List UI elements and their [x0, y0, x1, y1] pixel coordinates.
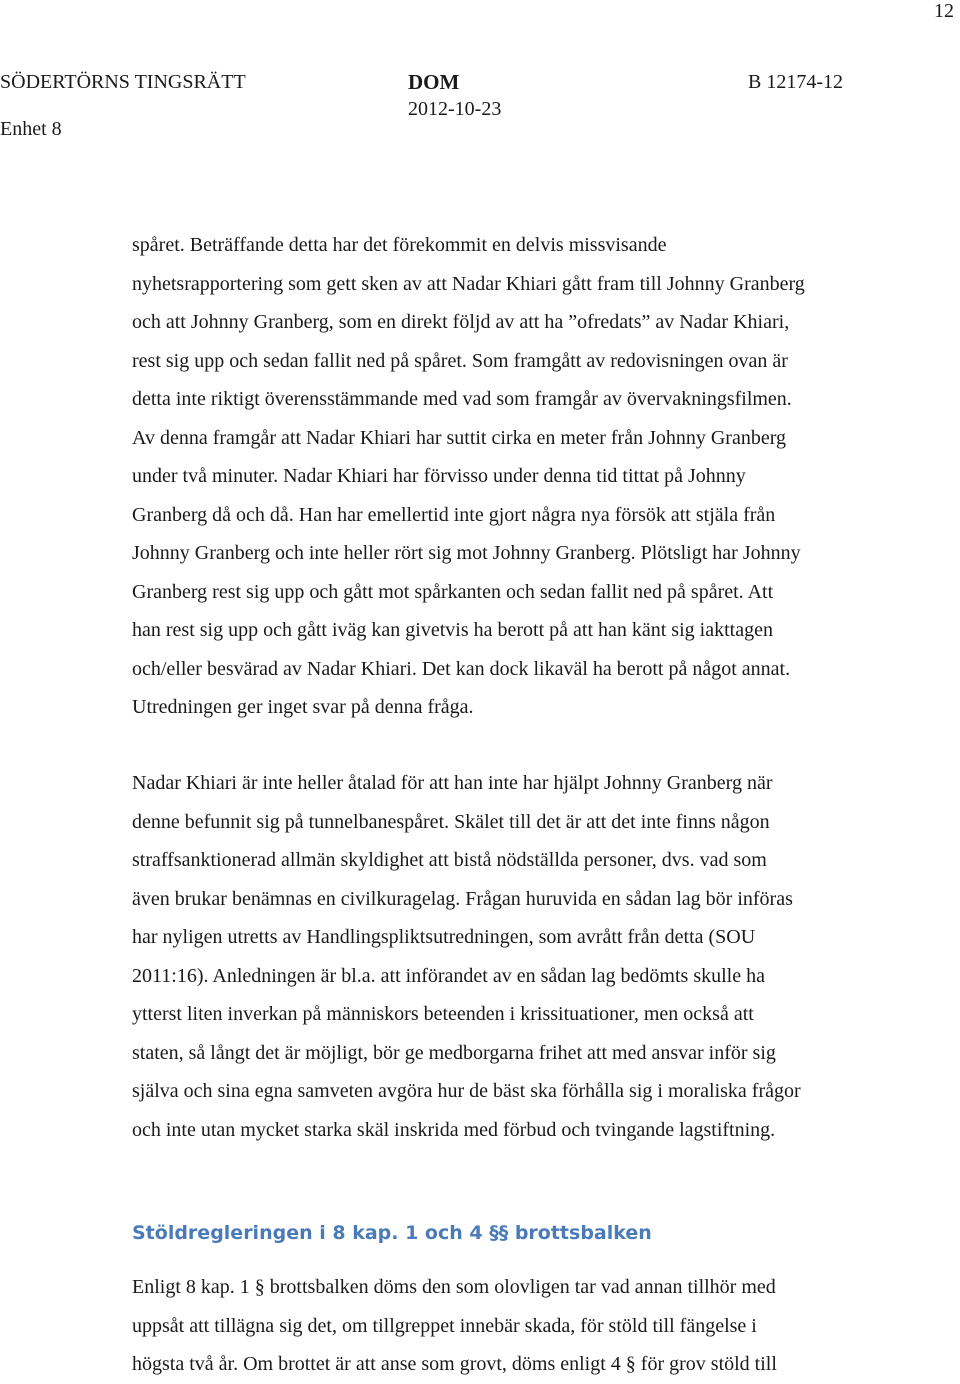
text-line: denne befunnit sig på tunnelbanespåret. Skälet till det är att det inte finns någon	[132, 810, 770, 833]
text-line: Enligt 8 kap. 1 § brottsbalken döms den som olovligen tar vad annan tillhör med	[132, 1276, 776, 1298]
text-line: staten, så långt det är möjligt, bör ge medborgarna frihet att med ansvar inför sig	[132, 1041, 776, 1064]
document-type: DOM	[408, 70, 460, 94]
document-date: 2012-10-23	[408, 98, 502, 120]
text-line: högsta två år. Om brottet är att anse som grovt, döms enligt 4 § för grov stöld till	[132, 1353, 777, 1375]
text-line: och inte utan mycket starka skäl inskrida med förbud och tvingande lagstiftning.	[132, 1118, 776, 1141]
page-number: 12	[934, 0, 954, 22]
text-line: har nyligen utretts av Handlingspliktsutredningen, som avrått från detta (SOU	[132, 926, 756, 948]
text-line: straffsanktionerad allmän skyldighet att bistå nödställda personer, dvs. vad som	[132, 849, 767, 871]
court-name: SÖDERTÖRNS TINGSRÄTT	[0, 71, 246, 93]
section-heading: Stöldregleringen i 8 kap. 1 och 4 §§ brottsbalken	[132, 1221, 652, 1244]
court-unit: Enhet 8	[0, 118, 62, 140]
text-line: 2011:16). Anledningen är bl.a. att införandet av en sådan lag bedömts skulle ha	[132, 964, 765, 987]
text-line: Av denna framgår att Nadar Khiari har suttit cirka en meter från Johnny Granberg	[132, 426, 787, 449]
text-line: nyhetsrapportering som gett sken av att Nadar Khiari gått fram till Johnny Granberg	[132, 272, 805, 295]
body-paragraph	[132, 764, 922, 1149]
text-line: Johnny Granberg och inte heller rört sig mot Johnny Granberg. Plötsligt har Johnny	[132, 542, 801, 564]
text-line: ytterst liten inverkan på människors beteenden i krissituationer, men också att	[132, 1003, 754, 1025]
text-line: Utredningen ger inget svar på denna fråga.	[132, 696, 474, 718]
text-line: Nadar Khiari är inte heller åtalad för att han inte har hjälpt Johnny Granberg när	[132, 772, 773, 794]
text-line: under två minuter. Nadar Khiari har förvisso under denna tid tittat på Johnny	[132, 465, 746, 487]
text-line: Granberg då och då. Han har emellertid inte gjort några nya försök att stjäla från	[132, 503, 776, 526]
text-line: även brukar benämnas en civilkuragelag. Frågan huruvida en sådan lag bör införas	[132, 887, 793, 910]
text-line: och att Johnny Granberg, som en direkt följd av att ha ”ofredats” av Nadar Khiari,	[132, 311, 790, 333]
text-line: uppsåt att tillägna sig det, om tillgreppet innebär skada, för stöld till fängelse i	[132, 1314, 757, 1337]
body-paragraph	[132, 1268, 922, 1384]
text-line: detta inte riktigt överensstämmande med vad som framgår av övervakningsfilmen.	[132, 388, 792, 410]
body-paragraph	[132, 226, 922, 727]
text-line: spåret. Beträffande detta har det förekommit en delvis missvisande	[132, 234, 667, 256]
text-line: han rest sig upp och gått iväg kan givetvis ha berott på att han känt sig iakttagen	[132, 619, 773, 641]
case-number: B 12174-12	[748, 71, 843, 93]
text-line: Granberg rest sig upp och gått mot spårkanten och sedan fallit ned på spåret. Att	[132, 580, 774, 603]
text-line: själva och sina egna samveten avgöra hur de bäst ska förhålla sig i moraliska frågor	[132, 1080, 801, 1102]
text-line: och/eller besvärad av Nadar Khiari. Det kan dock likaväl ha berott på något annat.	[132, 657, 791, 680]
text-line: rest sig upp och sedan fallit ned på spåret. Som framgått av redovisningen ovan är	[132, 349, 788, 372]
